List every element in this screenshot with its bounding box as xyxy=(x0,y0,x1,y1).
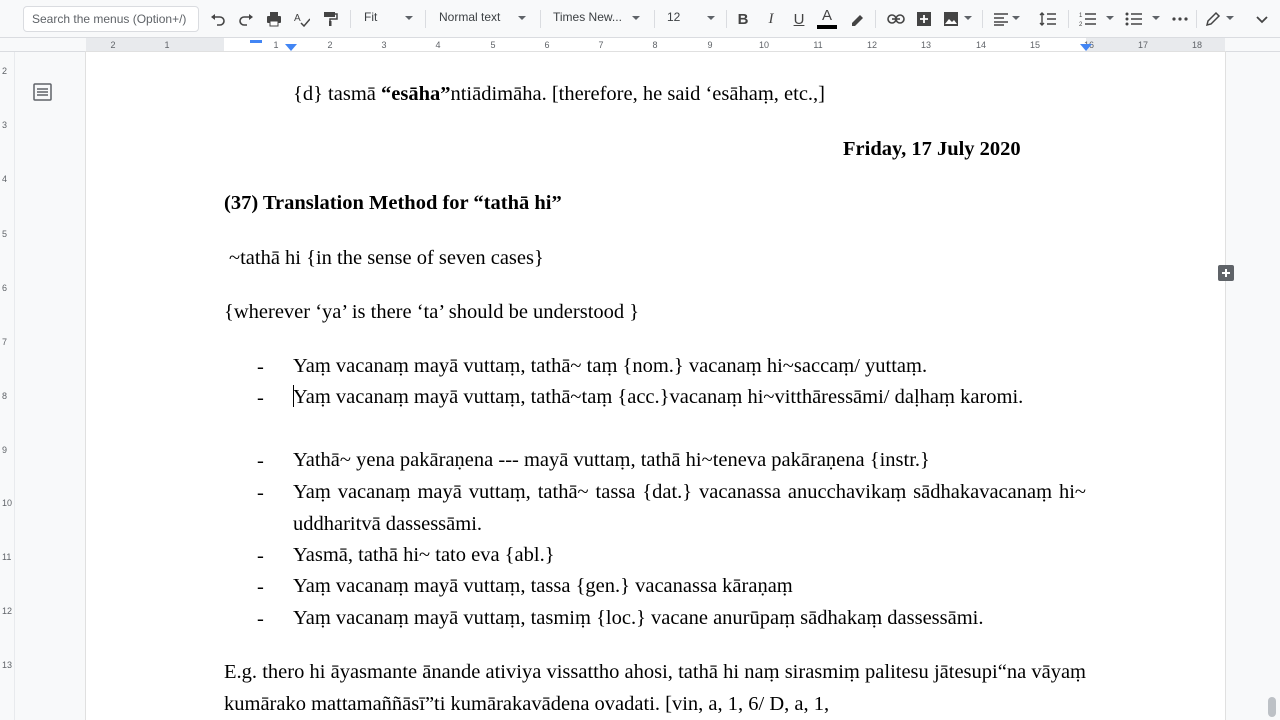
image-icon[interactable] xyxy=(941,8,961,30)
numbered-list-icon[interactable] xyxy=(1078,8,1098,30)
toolbar-divider xyxy=(726,10,727,28)
example-paragraph: E.g. thero hi āyasmante ānande ativiya vissattho ahosi, tathā hi naṃ sirasmiṃ palitesu jātesupi“na vāyaṃ kumārako mattamaññāsī”ti kumārakavādena ovadati. [vin, a, 1, 6/ D, a, 1, xyxy=(224,661,1086,715)
ruler-number: 4 xyxy=(2,174,8,184)
ruler-right-margin xyxy=(1083,38,1225,52)
collapse-icon[interactable] xyxy=(1252,8,1272,30)
ruler-number: 7 xyxy=(2,337,8,347)
ruler-number: 8 xyxy=(2,391,8,401)
undo-icon[interactable] xyxy=(208,8,228,30)
chevron-down-icon[interactable] xyxy=(518,16,526,20)
style-select[interactable]: Normal text xyxy=(439,10,501,24)
bullet-dash: - xyxy=(257,576,264,598)
more-icon[interactable] xyxy=(1170,8,1190,30)
chevron-down-icon[interactable] xyxy=(1012,16,1020,20)
svg-text:A: A xyxy=(294,13,301,24)
bulleted-list-icon[interactable] xyxy=(1124,8,1144,30)
bold-icon[interactable]: B xyxy=(737,10,749,28)
ruler-number: 12 xyxy=(2,606,13,616)
search-menus-input[interactable]: Search the menus (Option+/) xyxy=(23,6,199,32)
redo-icon[interactable] xyxy=(236,8,256,30)
ruler-number: 2 xyxy=(110,40,116,50)
scrollbar-thumb[interactable] xyxy=(1268,697,1276,717)
ruler-number: 5 xyxy=(490,40,496,50)
text-run: {d} tasmā xyxy=(293,83,381,105)
ruler-number: 9 xyxy=(2,445,8,455)
svg-text:2: 2 xyxy=(1079,22,1083,27)
bullet-dash: - xyxy=(257,450,264,472)
bullet-dash: - xyxy=(257,545,264,567)
ruler-number: 16 xyxy=(1083,40,1095,50)
ruler-number: 3 xyxy=(2,120,8,130)
toolbar-divider xyxy=(540,10,541,28)
ruler-number: 13 xyxy=(2,660,13,670)
ruler-number: 18 xyxy=(1191,40,1203,50)
left-indent-marker[interactable] xyxy=(285,44,297,51)
list-item: Yaṃ vacanaṃ mayā vuttaṃ, tasmiṃ {loc.} vacane anurūpaṃ sādhakaṃ dassessāmi. xyxy=(293,607,984,629)
ruler-number: 2 xyxy=(2,66,8,76)
align-icon[interactable] xyxy=(991,8,1011,30)
chevron-down-icon[interactable] xyxy=(964,16,972,20)
list-item-text: Yaṃ vacanaṃ mayā vuttaṃ, tathā~taṃ {acc.}vacanaṃ hi~vitthāressāmi/ daḷhaṃ karomi. xyxy=(293,386,1024,408)
chevron-down-icon[interactable] xyxy=(405,16,413,20)
horizontal-ruler[interactable] xyxy=(0,38,1280,52)
comment-icon[interactable] xyxy=(914,8,934,30)
ruler-number: 2 xyxy=(327,40,333,50)
ruler-number: 5 xyxy=(2,229,8,239)
toolbar xyxy=(0,0,1280,38)
ruler-left-margin xyxy=(86,38,224,52)
ruler-number: 6 xyxy=(2,283,8,293)
underline-icon[interactable]: U xyxy=(793,10,805,28)
first-line-indent-marker[interactable] xyxy=(250,40,262,43)
chevron-down-icon[interactable] xyxy=(707,16,715,20)
paint-format-icon[interactable] xyxy=(320,8,340,30)
wherever-line: {wherever ‘ya’ is there ‘ta’ should be understood } xyxy=(224,301,640,323)
bold-text-run: “esāha” xyxy=(381,83,451,105)
section-heading: (37) Translation Method for “tathā hi” xyxy=(224,192,562,214)
font-size-select[interactable]: 12 xyxy=(667,10,681,24)
font-select[interactable]: Times New... xyxy=(553,10,622,24)
toolbar-divider xyxy=(350,10,351,28)
ruler-number: 10 xyxy=(2,498,13,508)
date-heading: Friday, 17 July 2020 xyxy=(843,138,1021,160)
ruler-number: 7 xyxy=(598,40,604,50)
vertical-ruler[interactable] xyxy=(0,52,15,720)
toolbar-divider xyxy=(1068,10,1069,28)
print-icon[interactable] xyxy=(264,8,284,30)
right-indent-marker[interactable] xyxy=(1080,44,1092,51)
spellcheck-icon[interactable] xyxy=(292,8,312,30)
chevron-down-icon[interactable] xyxy=(632,16,640,20)
ruler-number: 15 xyxy=(1029,40,1041,50)
sense-line: ~tathā hi {in the sense of seven cases} xyxy=(229,247,544,269)
document-outline-icon[interactable] xyxy=(33,83,53,106)
bullet-dash: - xyxy=(257,356,264,378)
highlight-icon[interactable] xyxy=(847,8,867,30)
bullet-dash: - xyxy=(257,482,264,504)
toolbar-divider xyxy=(1196,10,1197,28)
italic-icon[interactable]: I xyxy=(768,10,774,27)
ruler-number: 11 xyxy=(2,552,12,562)
ruler-number: 10 xyxy=(758,40,770,50)
list-item xyxy=(293,382,1086,414)
toolbar-divider xyxy=(654,10,655,28)
list-item: Yaṃ vacanaṃ mayā vuttaṃ, tathā~ taṃ {nom.} vacanaṃ hi~saccaṃ/ yuttaṃ. xyxy=(293,355,928,377)
chevron-down-icon[interactable] xyxy=(1152,16,1160,20)
list-item: Yaṃ vacanaṃ mayā vuttaṃ, tathā~ tassa {dat.} vacanassa anucchavikaṃ sādhakavacanaṃ hi~ uddharitvā dassessāmi. xyxy=(293,481,1086,535)
ruler-number: 8 xyxy=(652,40,658,50)
list-item: Yathā~ yena pakāraṇena --- mayā vuttaṃ, tathā hi~teneva pakāraṇena {instr.} xyxy=(293,449,930,471)
ruler-number: 17 xyxy=(1137,40,1149,50)
list-item: Yaṃ vacanaṃ mayā vuttaṃ, tassa {gen.} vacanassa kāraṇaṃ xyxy=(293,575,793,597)
zoom-select[interactable]: Fit xyxy=(364,10,378,24)
text-run: ntiādimāha. [therefore, he said ‘esāhaṃ, etc.,] xyxy=(450,83,825,105)
document-page[interactable] xyxy=(86,52,1225,720)
ruler-number: 4 xyxy=(435,40,441,50)
bullet-dash: - xyxy=(257,387,264,409)
paragraph-d xyxy=(293,81,825,107)
ruler-number: 11 xyxy=(813,40,823,50)
ruler-number: 6 xyxy=(544,40,550,50)
add-comment-button[interactable] xyxy=(1216,263,1236,283)
ruler-number: 1 xyxy=(164,40,170,50)
ruler-number: 1 xyxy=(273,40,279,50)
chevron-down-icon[interactable] xyxy=(1226,16,1234,20)
editing-mode-icon[interactable] xyxy=(1203,8,1223,30)
toolbar-divider xyxy=(425,10,426,28)
chevron-down-icon[interactable] xyxy=(1106,16,1114,20)
ruler-number: 3 xyxy=(381,40,387,50)
line-spacing-icon[interactable] xyxy=(1038,8,1058,30)
link-icon[interactable] xyxy=(885,8,907,30)
ruler-number: 14 xyxy=(975,40,987,50)
ruler-number: 12 xyxy=(866,40,878,50)
svg-text:1: 1 xyxy=(1079,13,1083,19)
ruler-number: 13 xyxy=(920,40,932,50)
toolbar-divider xyxy=(982,10,983,28)
text-color-icon[interactable]: A xyxy=(816,8,838,30)
ruler-number: 9 xyxy=(707,40,713,50)
bullet-dash: - xyxy=(257,608,264,630)
toolbar-divider xyxy=(875,10,876,28)
list-item: Yasmā, tathā hi~ tato eva {abl.} xyxy=(293,544,555,566)
